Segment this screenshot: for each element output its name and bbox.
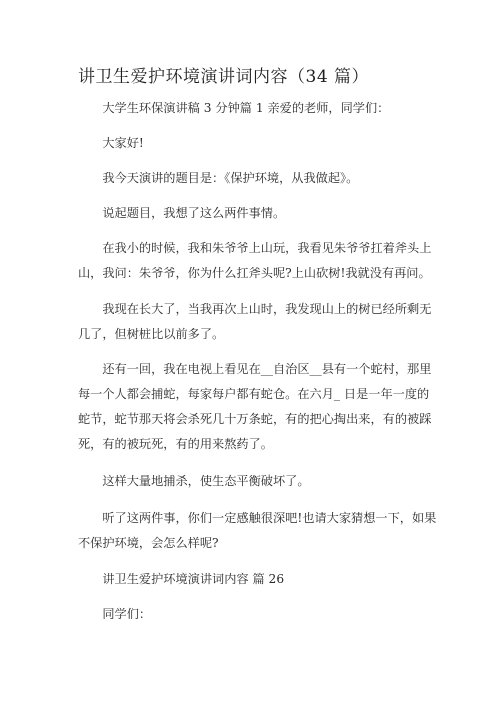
- paragraph-line: 说起题目，我想了这么两件事情。: [78, 206, 286, 220]
- paragraph-line: 同学们：: [78, 607, 152, 621]
- paragraph-3: [78, 166, 430, 191]
- paragraph-8: [78, 469, 430, 494]
- paragraph-line: 几了，但树桩比以前多了。: [78, 327, 225, 341]
- section-heading: [78, 567, 430, 592]
- paragraph-line: 听了这两件事，你们一定感触很深吧!也请大家猜想一下，如果: [78, 511, 437, 525]
- paragraph-9: [78, 506, 437, 556]
- paragraph-line: 这样大量地捕杀，使生态平衡破坏了。: [78, 474, 310, 488]
- paragraph-4: [78, 201, 430, 226]
- paragraph-7: [78, 357, 430, 457]
- document-title: 讲卫生爱护环境演讲词内容（34 篇）: [78, 67, 370, 87]
- paragraph-2: [78, 131, 430, 156]
- paragraph-line: 在我小的时候，我和朱爷爷上山玩，我看见朱爷爷扛着斧头上: [78, 241, 432, 255]
- paragraph-line: 还有一回，我在电视上看见在__自治区__县有一个蛇村，那里: [78, 362, 432, 376]
- paragraph-line: 我现在长大了，当我再次上山时，我发现山上的树已经所剩无: [78, 302, 432, 316]
- paragraph-line: 山，我问：朱爷爷，你为什么扛斧头呢?上山砍树!我就没有再问。: [78, 266, 431, 280]
- paragraph-line: 不保护环境，会怎么样呢?: [78, 536, 219, 550]
- paragraph-6: [78, 297, 430, 347]
- paragraph-line: 讲卫生爱护环境演讲词内容 篇 26: [78, 572, 285, 586]
- paragraph-line: 大学生环保演讲稿 3 分钟篇 1 亲爱的老师，同学们：: [78, 101, 390, 115]
- paragraph-line: 大家好!: [78, 136, 144, 150]
- paragraph-1: [78, 96, 430, 121]
- paragraph-line: 蛇节，蛇节那天将会杀死几十万条蛇，有的把心掏出来，有的被踩: [78, 412, 432, 426]
- paragraph-line: 每一个人都会捕蛇，每家每户都有蛇仓。在六月_ 日是一年一度的: [78, 387, 430, 401]
- paragraph-line: 死，有的被玩死，有的用来熬药了。: [78, 437, 273, 451]
- paragraph-line: 我今天演讲的题目是：《保护环境，从我做起》。: [78, 171, 359, 185]
- paragraph-5: [78, 236, 430, 286]
- paragraph-11: [78, 602, 430, 627]
